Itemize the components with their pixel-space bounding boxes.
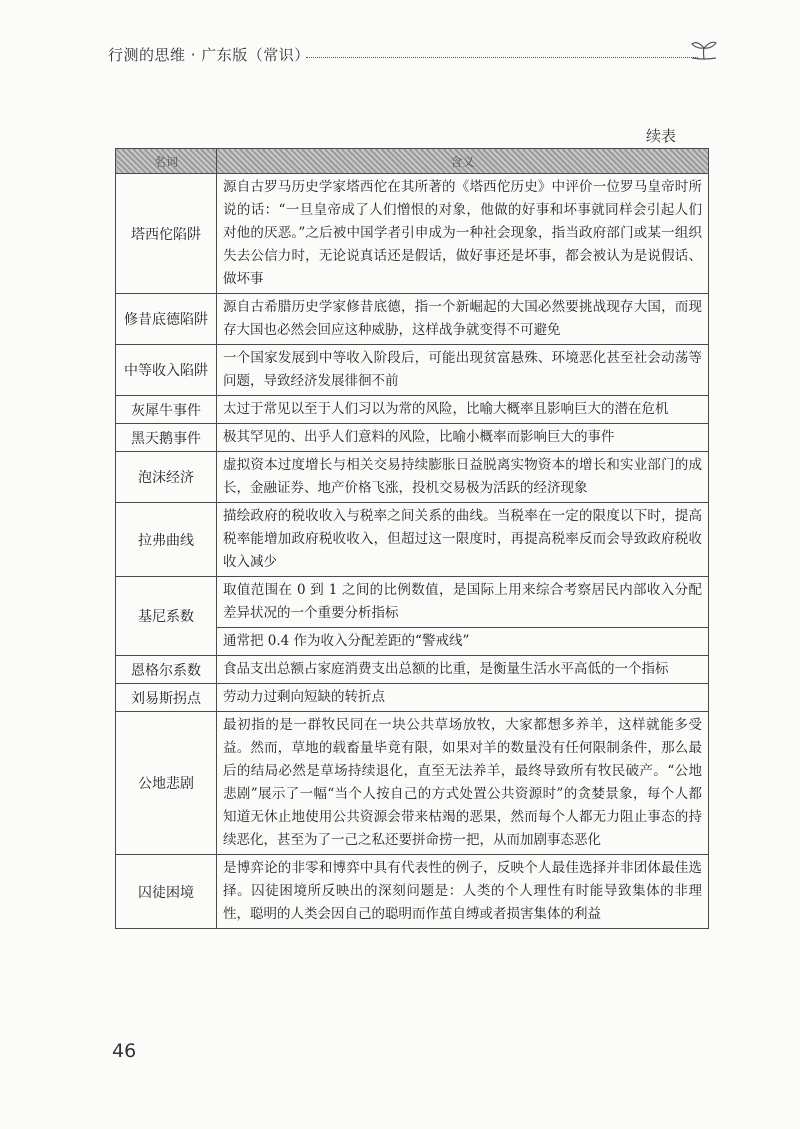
table-body (116, 174, 709, 929)
table-row (116, 345, 709, 396)
sprout-icon (688, 38, 720, 66)
table-row (116, 503, 709, 577)
definition-cell: 描绘政府的税收收入与税率之间关系的曲线。当税率在一定的限度以下时，提高税率能增加政府税收收入，但超过这一限度时，再提高税率反而会导致政府税收收入减少 (217, 503, 709, 577)
term-cell: 恩格尔系数 (116, 656, 217, 684)
term-cell: 塔西佗陷阱 (116, 174, 217, 294)
term-cell: 公地悲剧 (116, 712, 217, 855)
term-cell: 刘易斯拐点 (116, 684, 217, 712)
table-row (116, 452, 709, 503)
term-cell: 基尼系数 (116, 577, 217, 656)
table-header-row (116, 149, 709, 174)
page-number: 46 (112, 1040, 137, 1062)
term-cell: 黑天鹅事件 (116, 424, 217, 452)
definition-cell: 太过于常见以至于人们习以为常的风险，比喻大概率且影响巨大的潜在危机 (217, 396, 709, 424)
column-header-meaning: 含义 (217, 149, 709, 174)
definition-cell: 源自古罗马历史学家塔西佗在其所著的《塔西佗历史》中评价一位罗马皇帝时所说的话：“一旦皇帝成了人们憎恨的对象，他做的好事和坏事就同样会引起人们对他的厌恶。”之后被中国学者引申成为一种社会现象，指当政府部门或某一组织失去公信力时，无论说真话还是假话，做好事还是坏事，都会被认为是说假话、做坏事 (217, 174, 709, 294)
definition-cell: 一个国家发展到中等收入阶段后，可能出现贫富悬殊、环境恶化甚至社会动荡等问题，导致经济发展徘徊不前 (217, 345, 709, 396)
term-cell: 修昔底德陷阱 (116, 294, 217, 345)
definition-cell: 是博弈论的非零和博弈中具有代表性的例子，反映个人最佳选择并非团体最佳选择。囚徒困境所反映出的深刻问题是：人类的个人理性有时能导致集体的非理性，聪明的人类会因自己的聪明而作茧自缚或者损害集体的利益 (217, 855, 709, 929)
column-header-term: 名词 (116, 149, 217, 174)
table-row (116, 577, 709, 628)
glossary-table (115, 148, 709, 929)
table-row (116, 424, 709, 452)
definition-cell: 虚拟资本过度增长与相关交易持续膨胀日益脱离实物资本的增长和实业部门的成长，金融证券、地产价格飞涨，投机交易极为活跃的经济现象 (217, 452, 709, 503)
term-cell: 拉弗曲线 (116, 503, 217, 577)
term-cell: 囚徒困境 (116, 855, 217, 929)
table-row (116, 396, 709, 424)
book-title: 行测的思维 · 广东版（常识） (108, 46, 310, 64)
definition-cell: 通常把 0.4 作为收入分配差距的“警戒线” (217, 628, 709, 656)
definition-cell: 取值范围在 0 到 1 之间的比例数值，是国际上用来综合考察居民内部收入分配差异状况的一个重要分析指标 (217, 577, 709, 628)
table-row (116, 712, 709, 855)
definition-cell: 食品支出总额占家庭消费支出总额的比重，是衡量生活水平高低的一个指标 (217, 656, 709, 684)
term-cell: 泡沫经济 (116, 452, 217, 503)
definition-cell: 极其罕见的、出乎人们意料的风险，比喻小概率而影响巨大的事件 (217, 424, 709, 452)
definition-cell: 源自古希腊历史学家修昔底德，指一个新崛起的大国必然要挑战现存大国，而现存大国也必然会回应这种威胁，这样战争就变得不可避免 (217, 294, 709, 345)
table-row (116, 656, 709, 684)
term-cell: 中等收入陷阱 (116, 345, 217, 396)
table-row (116, 294, 709, 345)
running-header (108, 38, 718, 68)
continued-label: 续表 (646, 127, 677, 145)
definition-cell: 劳动力过剩向短缺的转折点 (217, 684, 709, 712)
table-row (116, 174, 709, 294)
definition-cell: 最初指的是一群牧民同在一块公共草场放牧，大家都想多养羊，这样就能多受益。然而，草地的载畜量毕竟有限，如果对羊的数量没有任何限制条件，那么最后的结局必然是草场持续退化，直至无法养羊，最终导致所有牧民破产。“公地悲剧”展示了一幅“当个人按自己的方式处置公共资源时”的贪婪景象，每个人都知道无休止地使用公共资源会带来枯竭的恶果，然而每个人都无力阻止事态的持续恶化，甚至为了一己之私还要拼命捞一把，从而加剧事态恶化 (217, 712, 709, 855)
header-dotted-rule (306, 57, 698, 58)
table-row (116, 684, 709, 712)
table-row (116, 855, 709, 929)
term-cell: 灰犀牛事件 (116, 396, 217, 424)
